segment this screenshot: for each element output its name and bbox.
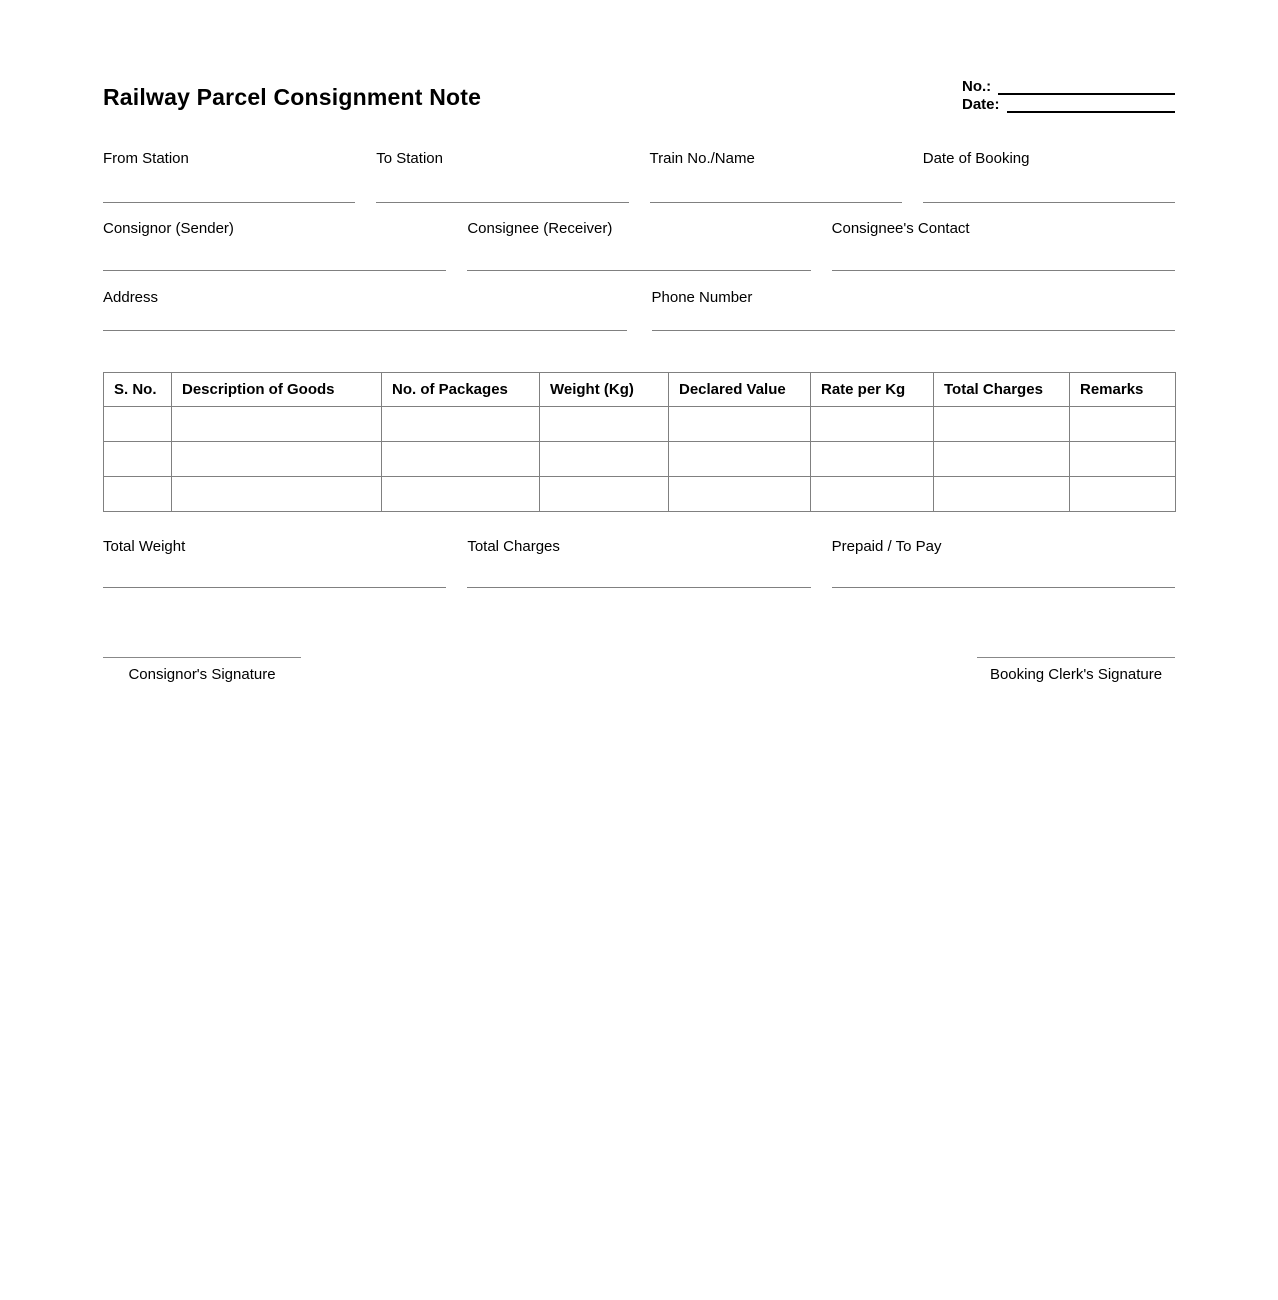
total-charges-fill-line bbox=[467, 587, 810, 588]
form-header bbox=[103, 0, 1175, 114]
meta-no-row bbox=[962, 78, 1175, 95]
date-label: Date: bbox=[962, 96, 1000, 113]
empty-cell bbox=[172, 442, 382, 477]
table-row bbox=[104, 442, 1176, 477]
field-to-station bbox=[376, 150, 628, 203]
field-row-parties bbox=[103, 220, 1175, 271]
empty-cell bbox=[669, 407, 811, 442]
empty-cell bbox=[104, 407, 172, 442]
booking-clerk-signature-line bbox=[977, 657, 1175, 658]
empty-cell bbox=[934, 477, 1070, 512]
col-header-declared-value: Declared Value bbox=[669, 373, 811, 407]
empty-cell bbox=[382, 407, 540, 442]
field-address bbox=[103, 289, 627, 331]
empty-cell bbox=[382, 477, 540, 512]
empty-cell bbox=[1070, 407, 1176, 442]
empty-cell bbox=[540, 442, 669, 477]
empty-cell bbox=[104, 442, 172, 477]
signature-row bbox=[103, 657, 1175, 683]
consignee-contact-label: Consignee's Contact bbox=[831, 220, 970, 237]
col-header-description: Description of Goods bbox=[172, 373, 382, 407]
col-header-weight: Weight (Kg) bbox=[540, 373, 669, 407]
consignor-signature-label: Consignor's Signature bbox=[128, 666, 276, 683]
train-no-name-fill-line bbox=[650, 202, 902, 203]
field-consignor bbox=[103, 220, 446, 271]
consignor-fill-line bbox=[103, 270, 446, 271]
date-fill-line bbox=[1007, 98, 1175, 113]
col-header-packages: No. of Packages bbox=[382, 373, 540, 407]
page-title: Railway Parcel Consignment Note bbox=[103, 84, 482, 110]
goods-table-header-row bbox=[104, 373, 1176, 407]
empty-cell bbox=[1070, 442, 1176, 477]
field-total-weight bbox=[103, 538, 446, 588]
from-station-label: From Station bbox=[103, 150, 189, 167]
consignee-label: Consignee (Receiver) bbox=[467, 220, 613, 237]
goods-table bbox=[103, 372, 1176, 512]
col-header-s-no: S. No. bbox=[104, 373, 172, 407]
address-label: Address bbox=[103, 289, 159, 306]
goods-table-body bbox=[104, 407, 1176, 512]
empty-cell bbox=[1070, 477, 1176, 512]
date-of-booking-label: Date of Booking bbox=[922, 150, 1030, 167]
date-of-booking-fill-line bbox=[923, 202, 1175, 203]
consignor-signature-block bbox=[103, 657, 301, 683]
field-date-of-booking bbox=[923, 150, 1175, 203]
empty-cell bbox=[172, 477, 382, 512]
meta-date-row bbox=[962, 96, 1175, 113]
prepaid-to-pay-fill-line bbox=[832, 587, 1175, 588]
field-consignee bbox=[467, 220, 810, 271]
field-row-stations bbox=[103, 150, 1175, 203]
field-row-address bbox=[103, 289, 1175, 331]
no-fill-line bbox=[998, 80, 1175, 95]
empty-cell bbox=[382, 442, 540, 477]
field-from-station bbox=[103, 150, 355, 203]
phone-number-label: Phone Number bbox=[651, 289, 753, 306]
empty-cell bbox=[934, 442, 1070, 477]
empty-cell bbox=[811, 477, 934, 512]
consignee-fill-line bbox=[467, 270, 810, 271]
to-station-label: To Station bbox=[376, 150, 443, 167]
empty-cell bbox=[811, 442, 934, 477]
field-train-no-name bbox=[650, 150, 902, 203]
address-fill-line bbox=[103, 330, 627, 331]
prepaid-to-pay-label: Prepaid / To Pay bbox=[831, 538, 942, 555]
booking-clerk-signature-block bbox=[977, 657, 1175, 683]
booking-clerk-signature-label: Booking Clerk's Signature bbox=[989, 666, 1163, 683]
from-station-fill-line bbox=[103, 202, 355, 203]
total-weight-label: Total Weight bbox=[103, 538, 186, 555]
empty-cell bbox=[934, 407, 1070, 442]
empty-cell bbox=[669, 442, 811, 477]
total-charges-label: Total Charges bbox=[467, 538, 560, 555]
field-prepaid-to-pay bbox=[832, 538, 1175, 588]
empty-cell bbox=[104, 477, 172, 512]
table-row bbox=[104, 477, 1176, 512]
total-weight-fill-line bbox=[103, 587, 446, 588]
to-station-fill-line bbox=[376, 202, 628, 203]
col-header-remarks: Remarks bbox=[1070, 373, 1176, 407]
col-header-rate: Rate per Kg bbox=[811, 373, 934, 407]
consignor-signature-line bbox=[103, 657, 301, 658]
empty-cell bbox=[540, 407, 669, 442]
field-phone-number bbox=[652, 289, 1176, 331]
meta-block bbox=[962, 78, 1175, 114]
no-label: No.: bbox=[962, 78, 992, 95]
col-header-total-charges: Total Charges bbox=[934, 373, 1070, 407]
empty-cell bbox=[172, 407, 382, 442]
table-row bbox=[104, 407, 1176, 442]
phone-number-fill-line bbox=[652, 330, 1176, 331]
consignor-label: Consignor (Sender) bbox=[103, 220, 234, 237]
field-consignee-contact bbox=[832, 220, 1175, 271]
consignee-contact-fill-line bbox=[832, 270, 1175, 271]
empty-cell bbox=[811, 407, 934, 442]
empty-cell bbox=[540, 477, 669, 512]
field-total-charges bbox=[467, 538, 810, 588]
empty-cell bbox=[669, 477, 811, 512]
field-row-totals bbox=[103, 538, 1175, 588]
train-no-name-label: Train No./Name bbox=[649, 150, 755, 167]
